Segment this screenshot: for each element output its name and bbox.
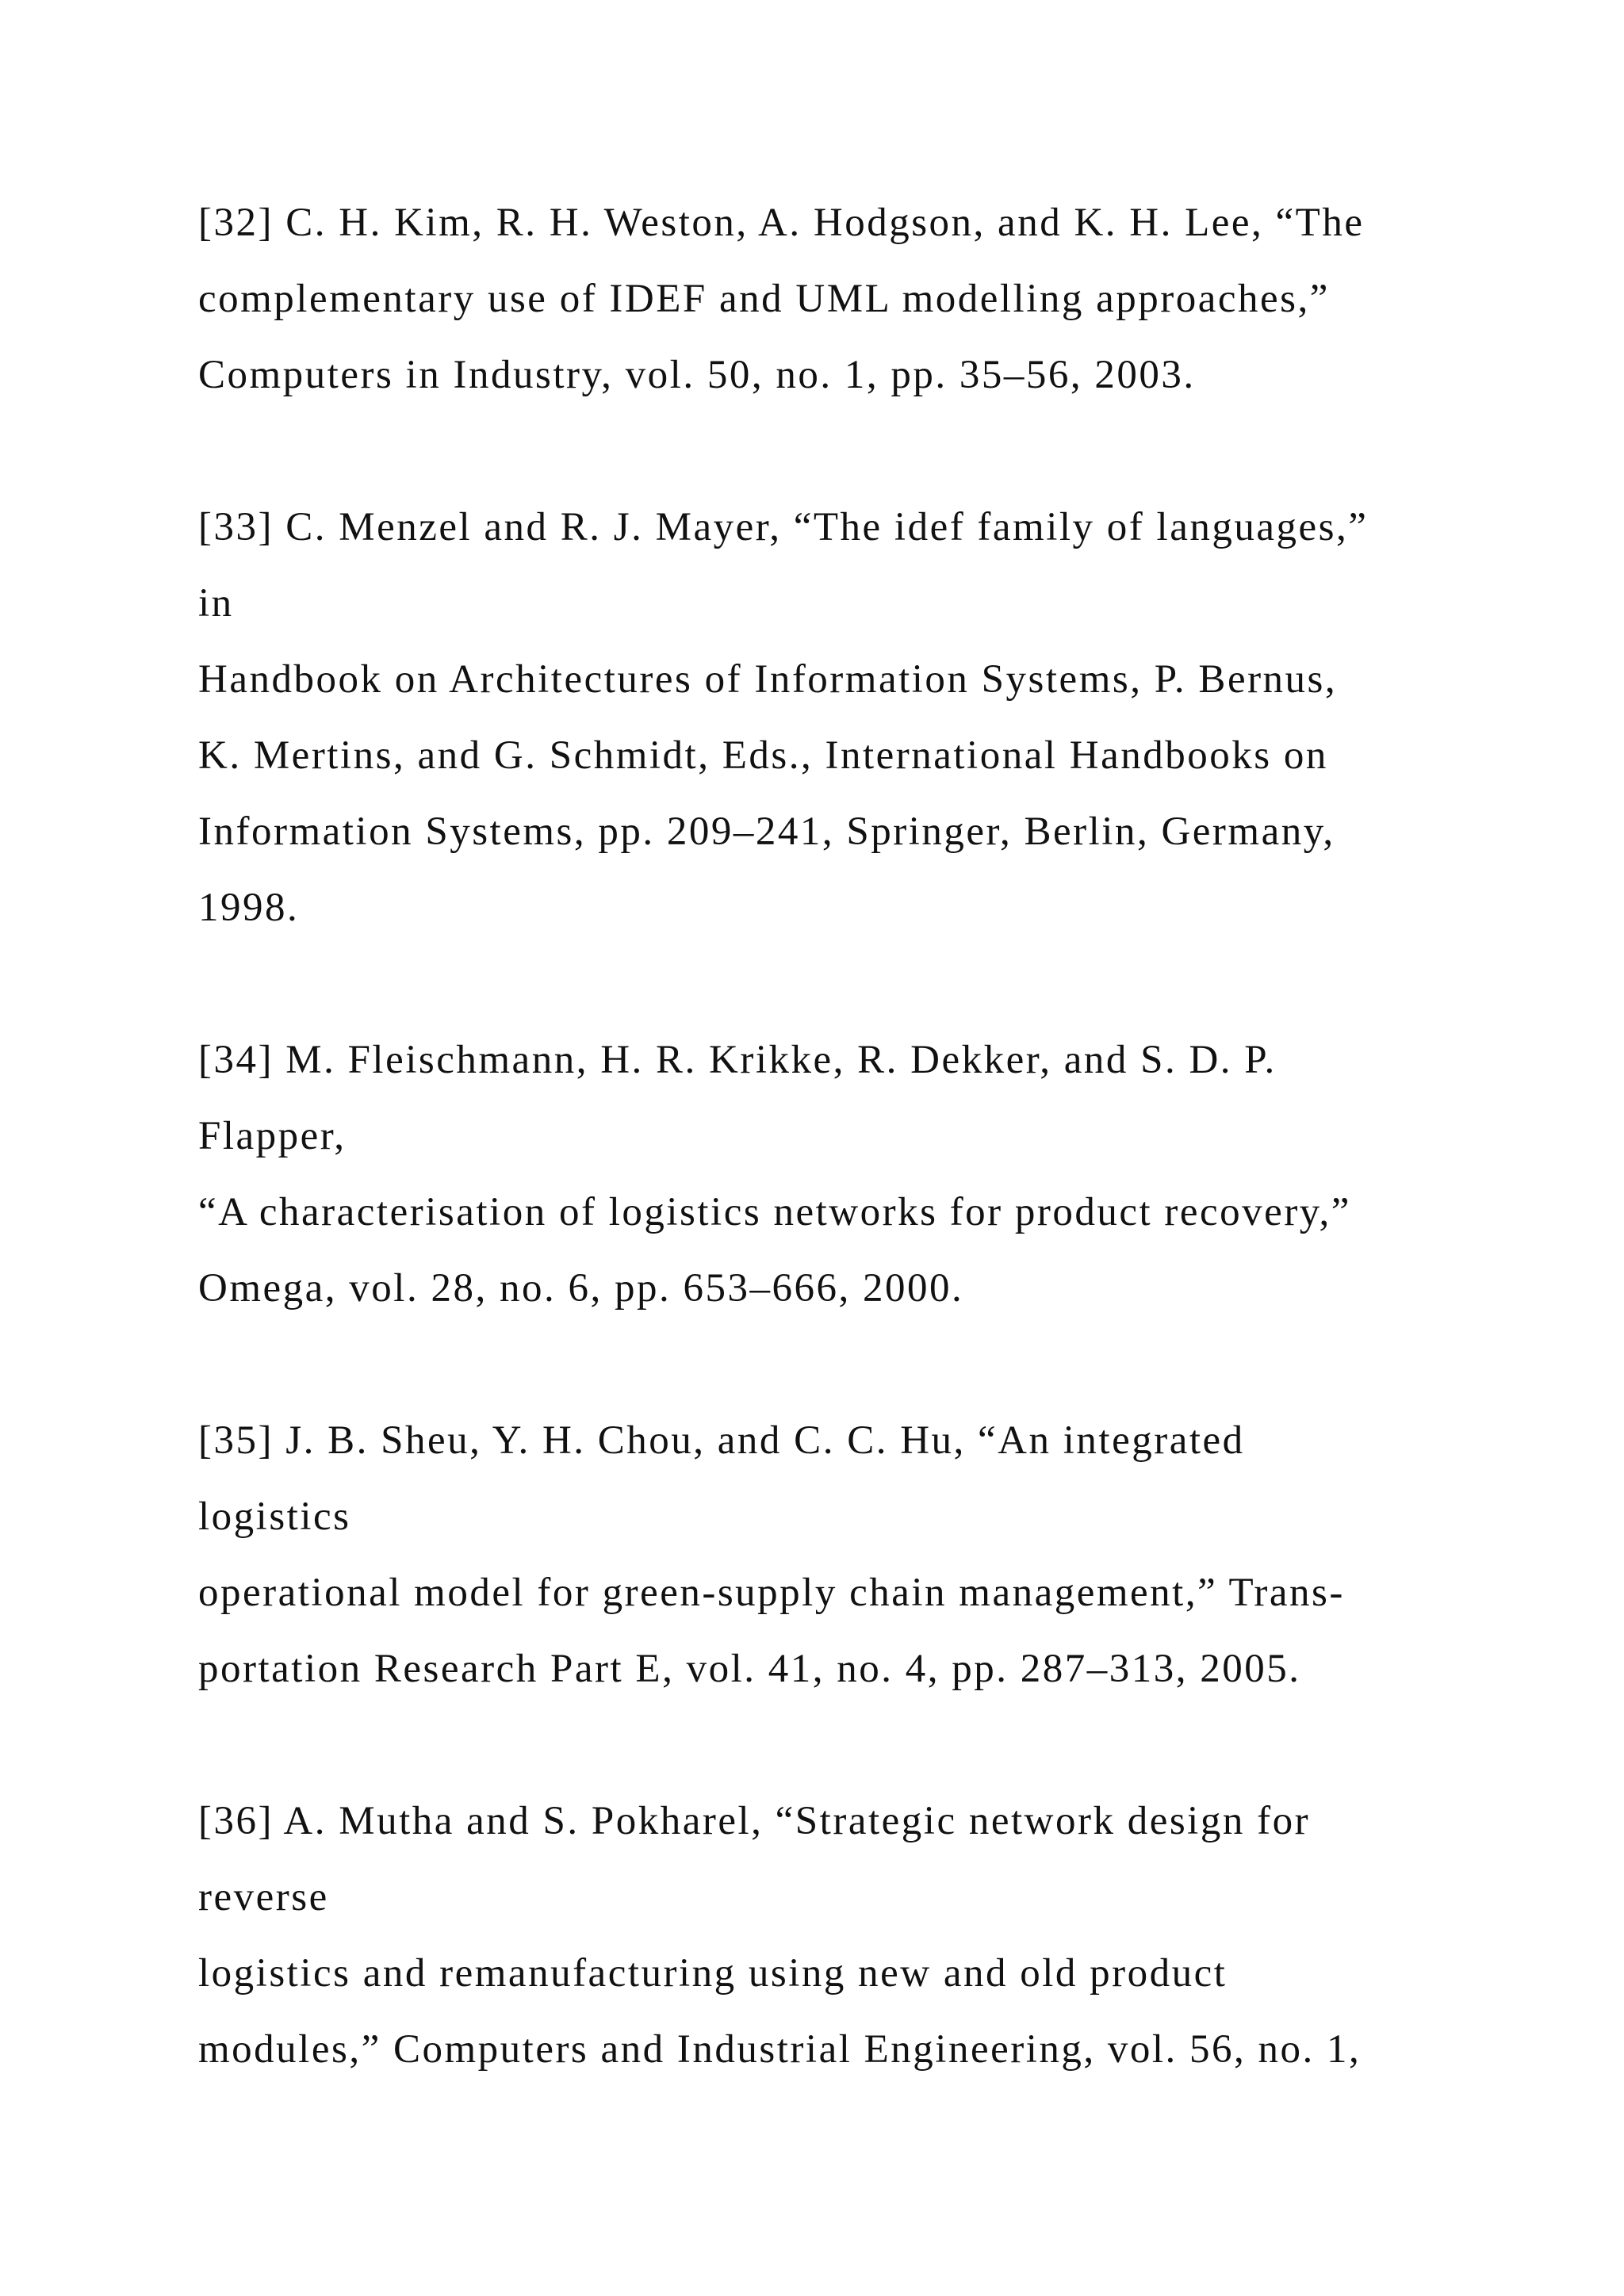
reference-line: “A characterisation of logistics networks for product recovery,”: [198, 1190, 1351, 1234]
reference-line: reverse: [198, 1875, 329, 1919]
reference-line: Omega, vol. 28, no. 6, pp. 653–666, 2000.: [198, 1266, 964, 1311]
reference-line: [36] A. Mutha and S. Pokharel, “Strategic network design for: [198, 1799, 1311, 1843]
reference-entry-33: [198, 496, 1467, 952]
reference-line: portation Research Part E, vol. 41, no. 4, pp. 287–313, 2005.: [198, 1647, 1301, 1691]
reference-line: logistics: [198, 1494, 351, 1539]
reference-line: Computers in Industry, vol. 50, no. 1, pp. 35–56, 2003.: [198, 353, 1196, 397]
reference-line: Flapper,: [198, 1114, 347, 1158]
reference-line: complementary use of IDEF and UML modelling approaches,”: [198, 277, 1330, 321]
reference-line: [34] M. Fleischmann, H. R. Krikke, R. Dekker, and S. D. P.: [198, 1038, 1277, 1082]
reference-line: K. Mertins, and G. Schmidt, Eds., International Handbooks on: [198, 733, 1328, 778]
reference-line: [35] J. B. Sheu, Y. H. Chou, and C. C. Hu, “An integrated: [198, 1418, 1245, 1463]
reference-line: 1998.: [198, 886, 300, 930]
reference-entry-32: [198, 191, 1467, 419]
reference-line: [32] C. H. Kim, R. H. Weston, A. Hodgson, and K. H. Lee, “The: [198, 201, 1365, 245]
reference-line: logistics and remanufacturing using new and old product: [198, 1951, 1228, 1996]
reference-line: operational model for green-supply chain management,” Trans-: [198, 1571, 1345, 1615]
reference-line: modules,” Computers and Industrial Engineering, vol. 56, no. 1,: [198, 2027, 1362, 2072]
reference-line: in: [198, 581, 234, 626]
reference-list: [198, 191, 1467, 2170]
reference-entry-36: [198, 1789, 1467, 2094]
reference-line: Handbook on Architectures of Information Systems, P. Bernus,: [198, 657, 1338, 702]
reference-line: Information Systems, pp. 209–241, Springer, Berlin, Germany,: [198, 809, 1335, 854]
reference-entry-34: [198, 1028, 1467, 1333]
reference-line: [33] C. Menzel and R. J. Mayer, “The idef family of languages,”: [198, 505, 1369, 549]
reference-entry-35: [198, 1409, 1467, 1713]
